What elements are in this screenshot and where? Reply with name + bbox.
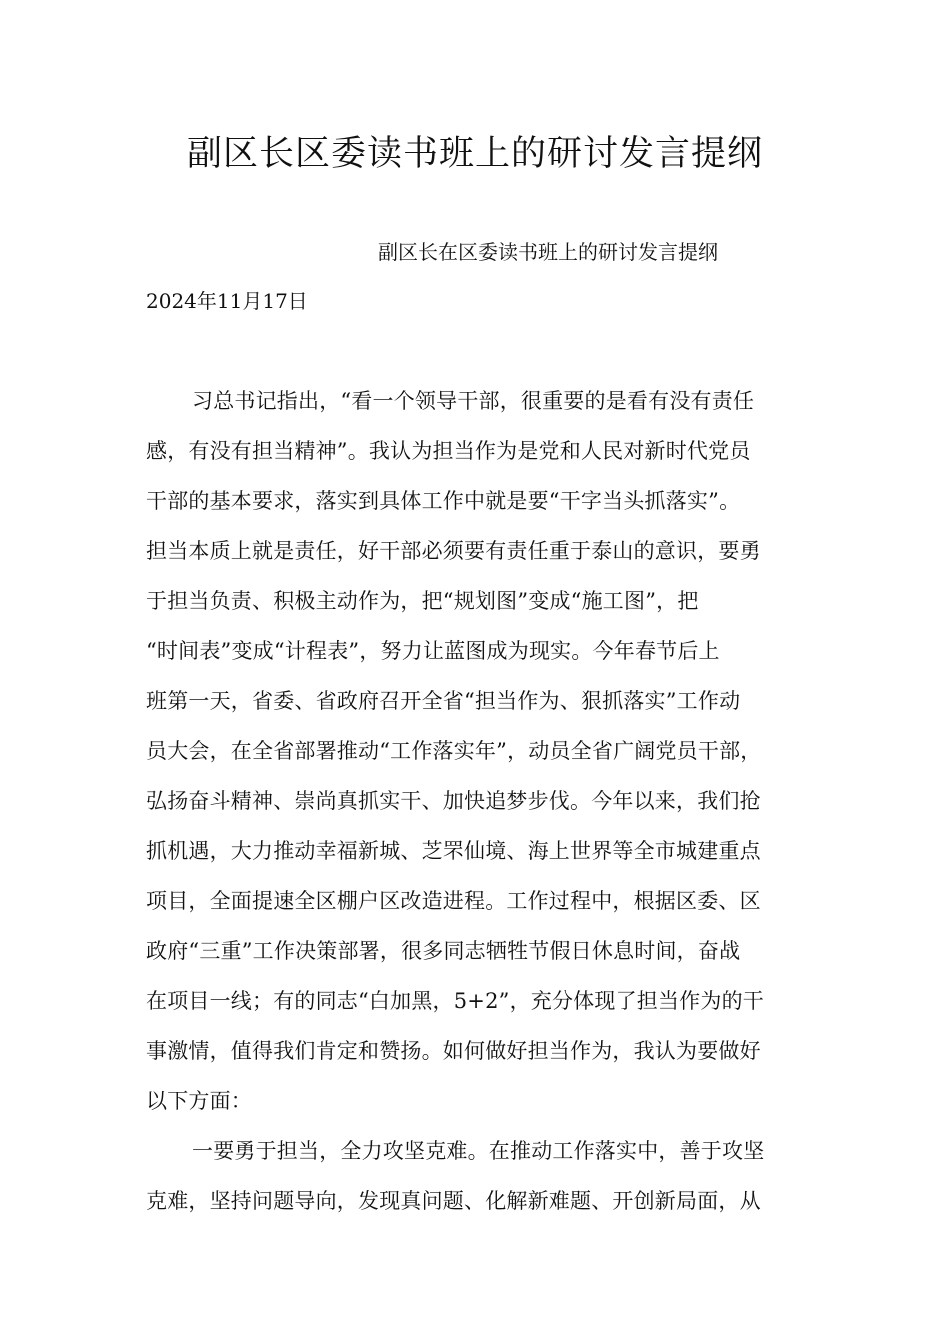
body-line: 一要勇于担当，全力攻坚克难。在推动工作落实中，善于攻坚 [192, 1139, 765, 1163]
body-line: 习总书记指出，“看一个领导干部，很重要的是看有没有责任 [192, 389, 755, 413]
document-date: 2024年11月17日 [146, 289, 308, 313]
body-line: “时间表”变成“计程表”，努力让蓝图成为现实。今年春节后上 [146, 639, 720, 663]
body-line: 班第一天，省委、省政府召开全省“担当作为、狠抓落实”工作动 [146, 689, 741, 713]
body-line: 政府“三重”工作决策部署，很多同志牺牲节假日休息时间，奋战 [146, 939, 741, 963]
body-line: 事激情，值得我们肯定和赞扬。如何做好担当作为，我认为要做好 [146, 1039, 761, 1063]
document-subtitle: 副区长在区委读书班上的研讨发言提纲 [378, 240, 718, 264]
document-title: 副区长区委读书班上的研讨发言提纲 [186, 134, 763, 174]
body-line: 以下方面： [146, 1089, 252, 1113]
body-line: 克难，坚持问题导向，发现真问题、化解新难题、开创新局面，从 [146, 1189, 761, 1213]
body-line: 员大会，在全省部署推动“工作落实年”，动员全省广阔党员干部， [146, 739, 762, 763]
body-line: 抓机遇，大力推动幸福新城、芝罘仙境、海上世界等全市城建重点 [146, 839, 761, 863]
body-line: 感，有没有担当精神”。我认为担当作为是党和人民对新时代党员 [146, 439, 751, 463]
body-line: 项目，全面提速全区棚户区改造进程。工作过程中，根据区委、区 [146, 889, 761, 913]
body-line: 在项目一线；有的同志“白加黑，5+2”，充分体现了担当作为的干 [146, 989, 764, 1013]
body-line: 弘扬奋斗精神、崇尚真抓实干、加快追梦步伐。今年以来，我们抢 [146, 789, 761, 813]
body-line: 担当本质上就是责任，好干部必须要有责任重于泰山的意识，要勇 [146, 539, 761, 563]
body-line: 干部的基本要求，落实到具体工作中就是要“干字当头抓落实”。 [146, 489, 741, 513]
body-line: 于担当负责、积极主动作为，把“规划图”变成“施工图”，把 [146, 589, 699, 613]
